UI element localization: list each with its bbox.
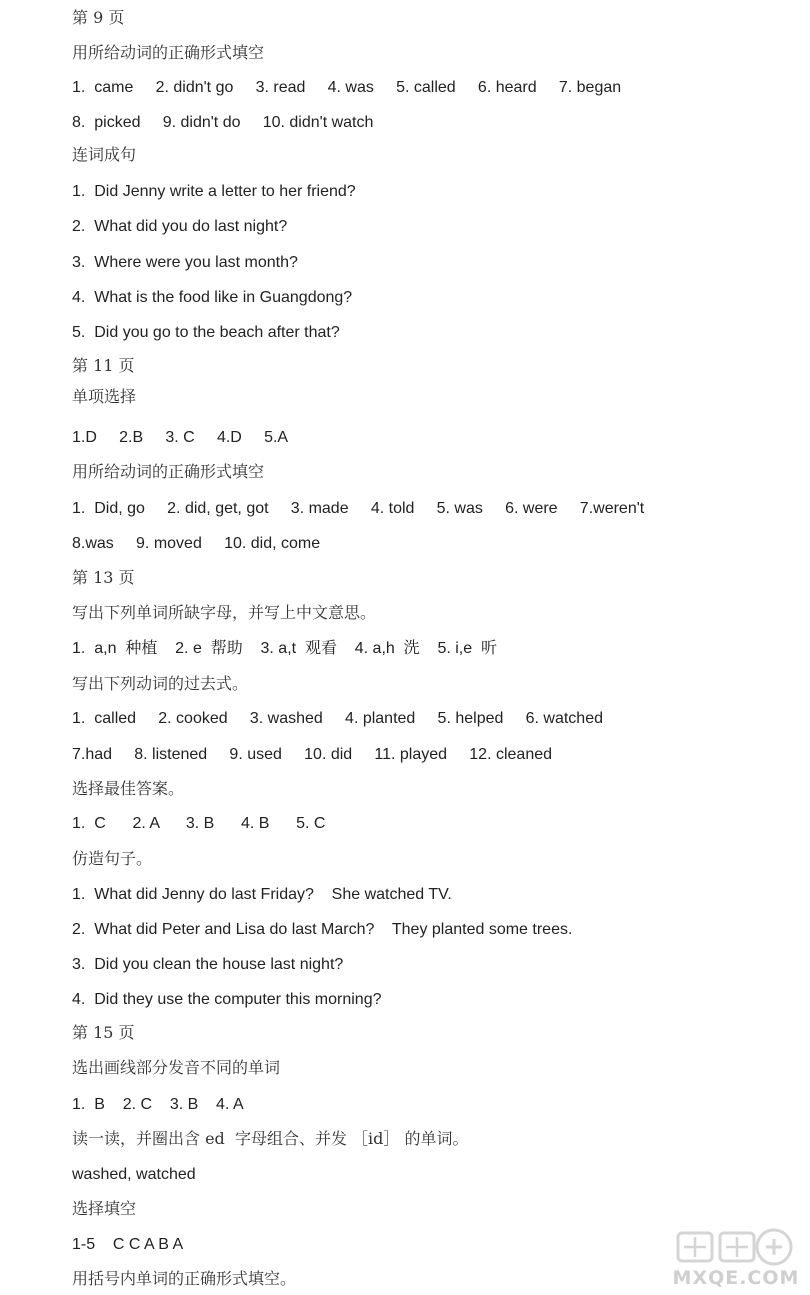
page13-heading: 第 13 页 [72,568,135,587]
page13-section3-title: 选择最佳答案。 [72,779,185,798]
page13-model-sentence: 3. Did you clean the house last night? [72,956,344,973]
page11-section2-answers-line1: 1. Did, go 2. did, get, got 3. made 4. told 5. was 6. were 7.weren't [72,500,645,517]
page15-section2-title: 读一读，并圈出含 ed 字母组合、并发 ［id］ 的单词。 [72,1129,469,1148]
page9-sentence: 3. Where were you last month? [72,254,298,271]
page13-section2-answers-line2: 7.had 8. listened 9. used 10. did 11. played 12. cleaned [72,746,553,763]
page13-section1-answers: 1. a,n 种植 2. e 帮助 3. a,t 观看 4. a,h 洗 5. i,e 听 [72,640,498,657]
page13-section2-title: 写出下列动词的过去式。 [72,674,249,693]
page11-heading: 第 11 页 [72,356,135,375]
page13-model-sentence: 4. Did they use the computer this morning? [72,991,382,1008]
page9-sentence: 4. What is the food like in Guangdong? [72,289,353,306]
page13-section4-title: 仿造句子。 [72,849,153,868]
page11-section2-title: 用所给动词的正确形式填空 [72,462,265,481]
page13-model-sentence: 1. What did Jenny do last Friday? She watched TV. [72,886,452,903]
page13-section3-answers: 1. C 2. A 3. B 4. B 5. C [72,815,326,832]
page11-section2-answers-line2: 8.was 9. moved 10. did, come [72,535,321,552]
page11-section1-title: 单项选择 [72,387,137,406]
page9-section2-title: 连词成句 [72,145,137,164]
page9-heading: 第 9 页 [72,8,125,27]
page9-sentence: 1. Did Jenny write a letter to her friend? [72,183,356,200]
watermark-logo [670,1225,802,1289]
page15-section1-title: 选出画线部分发音不同的单词 [72,1058,281,1077]
page9-section1-answers-line1: 1. came 2. didn't go 3. read 4. was 5. called 6. heard 7. began [72,79,622,96]
page9-sentence: 5. Did you go to the beach after that? [72,324,340,341]
page15-section1-answers: 1. B 2. C 3. B 4. A [72,1096,244,1113]
page11-section1-answers: 1.D 2.B 3. C 4.D 5.A [72,429,289,446]
page9-section1-answers-line2: 8. picked 9. didn't do 10. didn't watch [72,114,374,131]
page15-section3-answers: 1-5 C C A B A [72,1236,184,1253]
page13-section1-title: 写出下列单词所缺字母，并写上中文意思。 [72,603,377,622]
page15-section3-title: 选择填空 [72,1199,137,1218]
page13-model-sentence: 2. What did Peter and Lisa do last March? They planted some trees. [72,921,573,938]
page9-sentence: 2. What did you do last night? [72,218,288,235]
page13-section2-answers-line1: 1. called 2. cooked 3. washed 4. planted 5. helped 6. watched [72,710,603,727]
page15-section4-title: 用括号内单词的正确形式填空。 [72,1269,297,1288]
watermark-site: MXQE.COM [672,1267,800,1289]
watermark-logo-icon [670,1225,802,1269]
page15-heading: 第 15 页 [72,1023,135,1042]
page9-section1-title: 用所给动词的正确形式填空 [72,43,265,62]
page15-section2-answers: washed, watched [72,1166,196,1183]
